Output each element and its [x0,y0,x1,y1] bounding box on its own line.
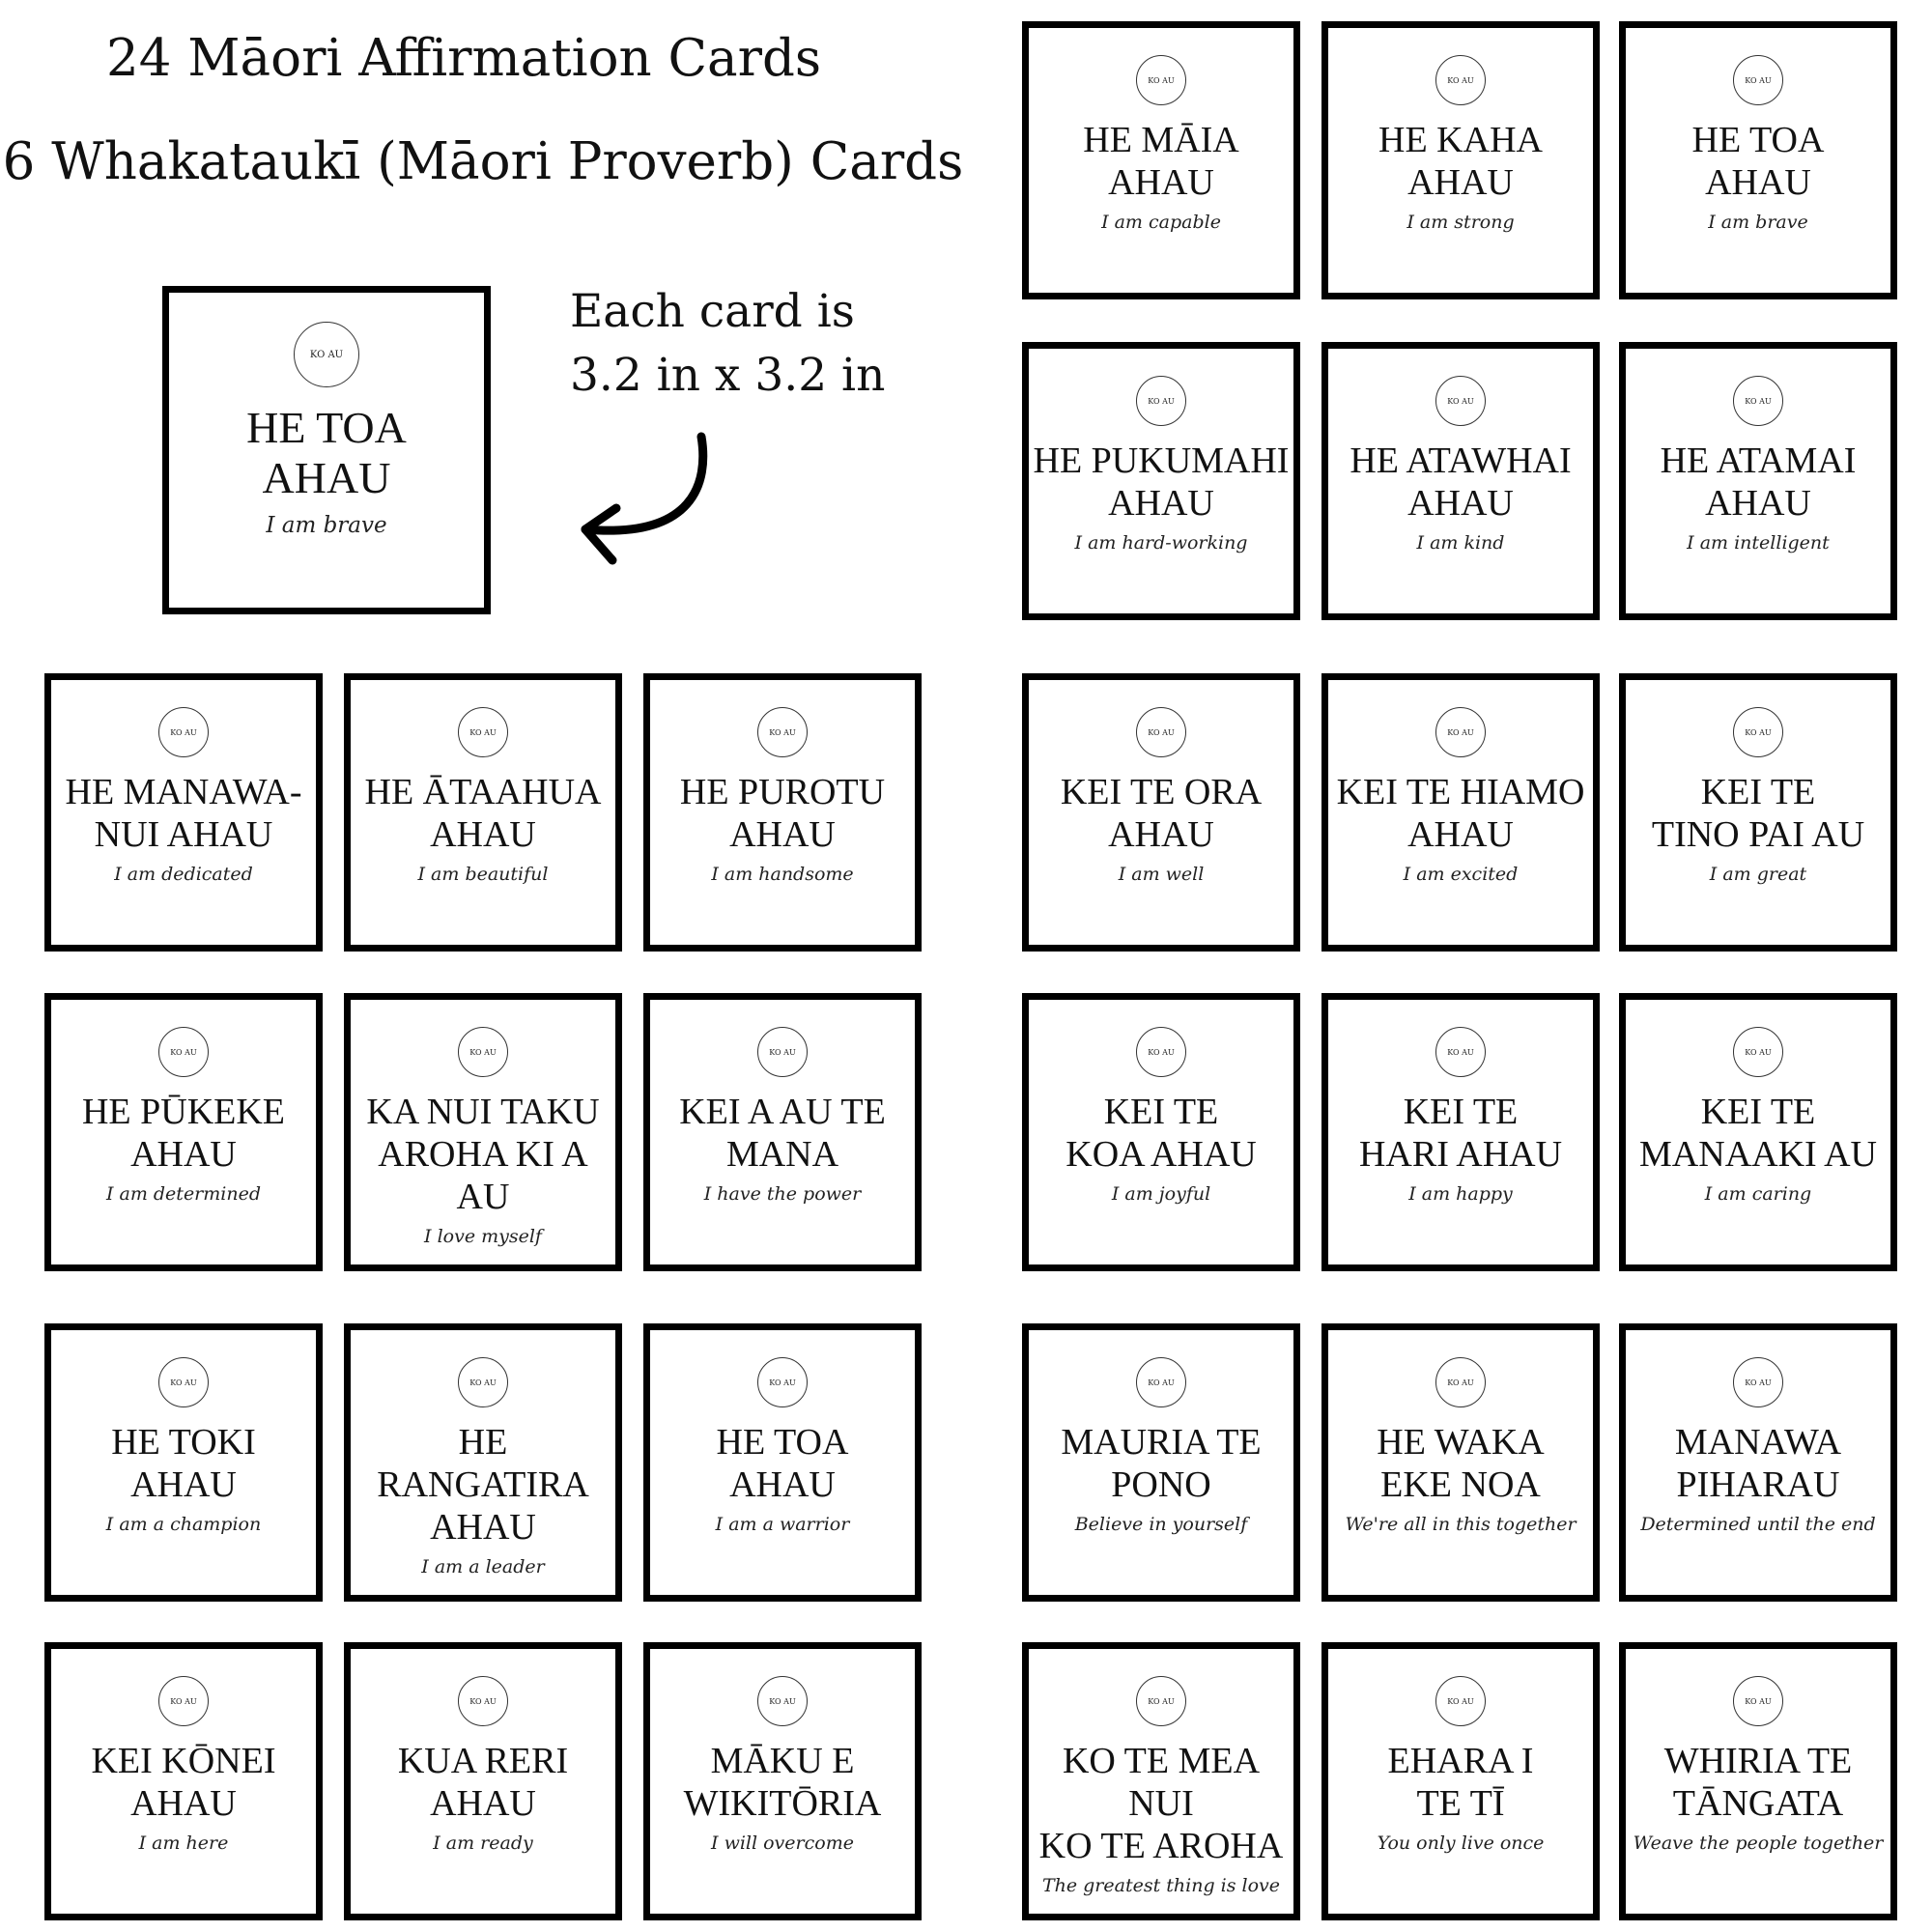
affirmation-card [1619,1323,1897,1602]
card-maori-text: HE MANAWA- NUI AHAU [65,772,302,855]
ko-au-badge: KO AU [1136,1676,1186,1726]
card-maori-text: HE WAKA EKE NOA [1377,1422,1545,1505]
ko-au-badge: KO AU [1136,1027,1186,1077]
card-english-text: Believe in yourself [1074,1514,1248,1535]
card-english-text: I am well [1118,864,1205,885]
card-maori-text: KO TE MEA NUI KO TE AROHA [1038,1741,1284,1866]
ko-au-badge: KO AU [158,1676,209,1726]
affirmation-card [344,993,622,1271]
affirmation-card [1321,1642,1600,1920]
card-maori-text: EHARA I TE TĪ [1387,1741,1534,1824]
ko-au-badge: KO AU [158,707,209,757]
card-maori-text: HE ATAWHAI AHAU [1350,440,1572,524]
card-maori-text: KEI A AU TE MANA [679,1092,886,1175]
card-english-text: I am brave [1708,212,1808,233]
card-maori-text: MAURIA TE PONO [1061,1422,1262,1505]
ko-au-badge: KO AU [1435,376,1486,426]
card-english-text: I am a champion [105,1514,262,1535]
affirmation-card [1619,1642,1897,1920]
ko-au-badge: KO AU [1435,1027,1486,1077]
page-subtitle: 6 Whakataukī (Māori Proverb) Cards [2,132,964,191]
card-maori-text: KEI TE KOA AHAU [1065,1092,1257,1175]
ko-au-badge: KO AU [458,1027,508,1077]
ko-au-badge: KO AU [1136,707,1186,757]
ko-au-badge: KO AU [1733,1357,1783,1407]
page-title: 24 Māori Affirmation Cards [106,29,822,88]
affirmation-card [1022,1323,1300,1602]
card-english-text: I am intelligent [1687,532,1830,554]
card-maori-text: MANAWA PIHARAU [1674,1422,1842,1505]
card-english-text: I am a leader [421,1556,545,1577]
card-english-text: I love myself [424,1226,542,1247]
affirmation-card [344,1323,622,1602]
card-size-note: Each card is 3.2 in x 3.2 in [570,285,886,402]
card-english-text: The greatest thing is love [1041,1875,1281,1896]
affirmation-card [1321,1323,1600,1602]
card-maori-text: WHIRIA TE TĀNGATA [1663,1741,1853,1824]
card-maori-text: HE PUROTU AHAU [679,772,886,855]
card-english-text: I am strong [1406,212,1515,233]
affirmation-card [643,673,922,952]
affirmation-card [44,673,323,952]
affirmation-card [44,993,323,1271]
card-maori-text: HE ATAMAI AHAU [1660,440,1857,524]
card-english-text: I am beautiful [417,864,549,885]
ko-au-badge: KO AU [1733,1027,1783,1077]
card-maori-text: HE TOA AHAU [1691,120,1825,203]
card-maori-text: MĀKU E WIKITŌRIA [683,1741,882,1824]
card-english-text: I have the power [703,1183,862,1205]
card-maori-text: HE MĀIA AHAU [1083,120,1239,203]
ko-au-badge: KO AU [757,1027,808,1077]
card-english-text: I am excited [1403,864,1519,885]
ko-au-badge: KO AU [757,1357,808,1407]
ko-au-badge: KO AU [1435,1676,1486,1726]
affirmation-card [44,1323,323,1602]
ko-au-badge: KO AU [1136,55,1186,105]
affirmation-card [1321,673,1600,952]
card-english-text: I am dedicated [114,864,253,885]
card-english-text: Determined until the end [1640,1514,1876,1535]
ko-au-badge: KO AU [1435,1357,1486,1407]
ko-au-badge: KO AU [458,707,508,757]
affirmation-card [1022,993,1300,1271]
affirmation-card [643,1323,922,1602]
card-english-text: We're all in this together [1345,1514,1577,1535]
card-maori-text: HE PUKUMAHI AHAU [1033,440,1290,524]
affirmation-card [44,1642,323,1920]
card-maori-text: KUA RERI AHAU [397,1741,569,1824]
card-english-text: I am joyful [1111,1183,1211,1205]
curved-arrow-icon [558,425,713,580]
card-maori-text: HE TOA AHAU [246,403,407,502]
card-maori-text: KEI TE HIAMO AHAU [1336,772,1585,855]
card-english-text: Weave the people together [1633,1833,1884,1854]
card-english-text: I am brave [266,513,387,538]
card-maori-text: HE KAHA AHAU [1378,120,1543,203]
ko-au-badge: KO AU [1136,376,1186,426]
card-english-text: I am a warrior [715,1514,850,1535]
card-english-text: I am here [138,1833,229,1854]
card-maori-text: KEI TE MANAAKI AU [1639,1092,1877,1175]
affirmation-card [344,673,622,952]
card-english-text: I will overcome [711,1833,854,1854]
card-english-text: I am happy [1408,1183,1513,1205]
card-english-text: I am ready [433,1833,533,1854]
card-maori-text: HE RANGATIRA AHAU [377,1422,589,1548]
affirmation-card [643,1642,922,1920]
ko-au-badge: KO AU [294,322,359,387]
card-english-text: You only live once [1377,1833,1545,1854]
card-english-text: I am determined [105,1183,262,1205]
ko-au-badge: KO AU [1136,1357,1186,1407]
ko-au-badge: KO AU [1733,707,1783,757]
affirmation-card [1619,673,1897,952]
affirmation-card [1321,993,1600,1271]
ko-au-badge: KO AU [1733,1676,1783,1726]
affirmation-card [344,1642,622,1920]
ko-au-badge: KO AU [757,1676,808,1726]
ko-au-badge: KO AU [1733,376,1783,426]
affirmation-card [1619,21,1897,299]
card-maori-text: KEI TE TINO PAI AU [1651,772,1865,855]
ko-au-badge: KO AU [158,1027,209,1077]
card-maori-text: KEI KŌNEI AHAU [91,1741,276,1824]
affirmation-card [1321,21,1600,299]
affirmation-card [1022,21,1300,299]
ko-au-badge: KO AU [1435,55,1486,105]
ko-au-badge: KO AU [458,1676,508,1726]
ko-au-badge: KO AU [158,1357,209,1407]
card-english-text: I am hard-working [1074,532,1248,554]
card-maori-text: HE TOA AHAU [716,1422,849,1505]
ko-au-badge: KO AU [1435,707,1486,757]
affirmation-card [1619,993,1897,1271]
affirmation-card [1321,342,1600,620]
ko-au-badge: KO AU [1733,55,1783,105]
card-english-text: I am capable [1101,212,1221,233]
card-english-text: I am handsome [711,864,854,885]
card-maori-text: KEI TE HARI AHAU [1358,1092,1563,1175]
example-card [162,286,491,614]
card-maori-text: HE TOKI AHAU [111,1422,256,1505]
card-maori-text: KA NUI TAKU AROHA KI A AU [366,1092,600,1217]
ko-au-badge: KO AU [458,1357,508,1407]
card-maori-text: HE PŪKEKE AHAU [81,1092,286,1175]
card-english-text: I am kind [1416,532,1505,554]
ko-au-badge: KO AU [757,707,808,757]
card-maori-text: KEI TE ORA AHAU [1060,772,1263,855]
affirmation-card [1619,342,1897,620]
affirmation-card [643,993,922,1271]
card-english-text: I am great [1709,864,1807,885]
card-maori-text: HE ĀTAAHUA AHAU [364,772,602,855]
card-english-text: I am caring [1704,1183,1812,1205]
affirmation-card [1022,673,1300,952]
affirmation-card [1022,1642,1300,1920]
affirmation-card [1022,342,1300,620]
